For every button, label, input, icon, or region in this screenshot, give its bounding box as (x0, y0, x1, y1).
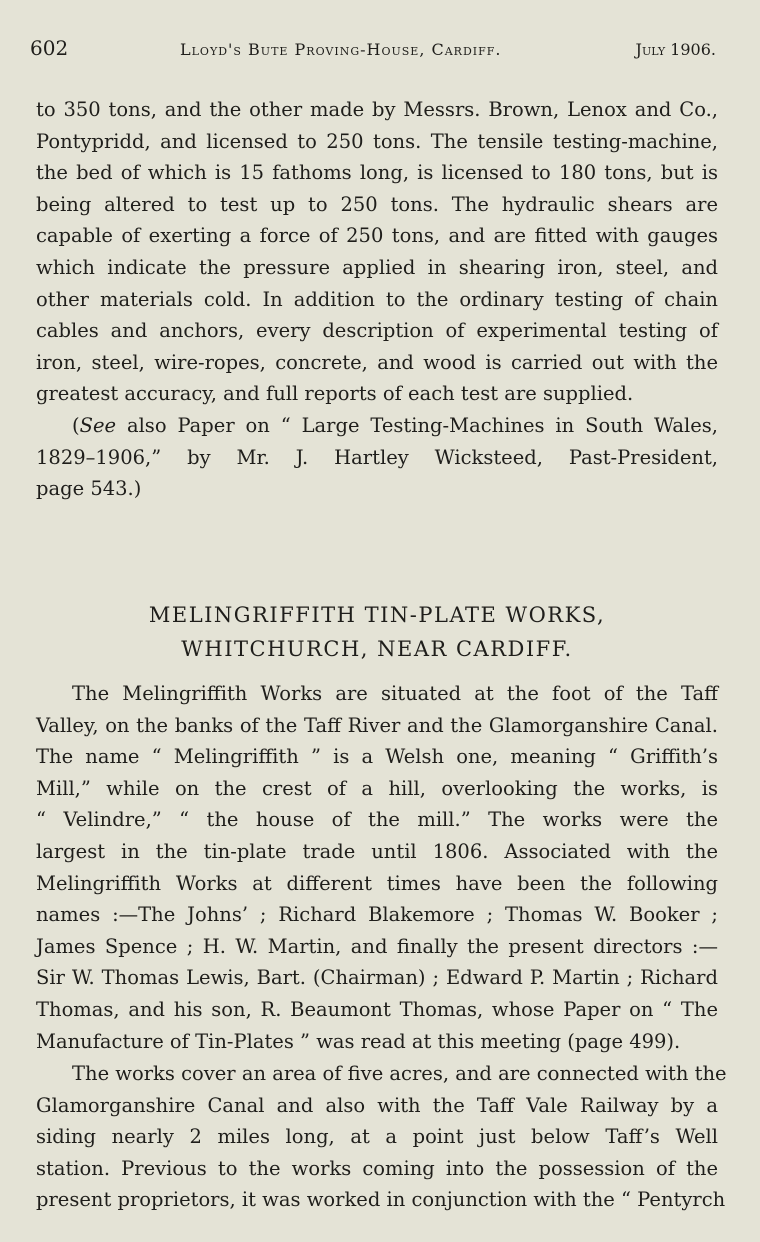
heading-line-2: WHITCHURCH, NEAR CARDIFF. (181, 637, 573, 661)
text-line: page 543.) (36, 477, 142, 501)
paragraph-testing-machines (36, 94, 718, 410)
text-line: “ Velindre,” “ the house of the mill.” The works were the (36, 808, 718, 832)
header-date: July 1906. (635, 40, 716, 59)
text-line: (See also Paper on “ Large Testing-Machines in South Wales, (72, 414, 718, 437)
paragraph-works-area (36, 1058, 727, 1216)
text-line: Valley, on the banks of the Taff River and the Glamorganshire Canal. (36, 713, 718, 737)
see-also-note (36, 410, 718, 505)
text-line: James Spence ; H. W. Martin, and finally the present directors :— (36, 934, 718, 958)
text-line: Pontypridd, and licensed to 250 tons. The tensile testing-machine, (36, 129, 718, 153)
heading-line-1: MELINGRIFFITH TIN-PLATE WORKS, (148, 603, 606, 627)
text-line: Melingriffith Works at different times have been the following (36, 871, 718, 895)
see-also-text: also Paper on “ Large Testing-Machines in South Wales, (116, 414, 718, 437)
text-line: capable of exerting a force of 250 tons, and are fitted with gauges (36, 224, 718, 248)
text-line: to 350 tons, and the other made by Messrs. Brown, Lenox and Co., (36, 98, 718, 121)
text-line: The Melingriffith Works are situated at the foot of the Taff (72, 682, 718, 705)
text-line: cables and anchors, every description of experimental testing of (36, 319, 718, 343)
text-line: Thomas, and his son, R. Beaumont Thomas, whose Paper on “ The (36, 997, 718, 1021)
text-line: other materials cold. In addition to the ordinary testing of chain (36, 287, 718, 311)
page-number: 602 (30, 36, 69, 60)
text-line: largest in the tin-plate trade until 1806. Associated with the (36, 839, 718, 863)
paragraph-melingriffith (36, 678, 718, 1057)
text-line: Glamorganshire Canal and also with the Taff Vale Railway by a (36, 1093, 718, 1117)
text-line: Mill,” while on the crest of a hill, overlooking the works, is (36, 776, 718, 800)
text-line: station. Previous to the works coming into the possession of the (36, 1156, 718, 1180)
text-line: 1829–1906,” by Mr. J. Hartley Wicksteed, Past-President, (36, 445, 718, 469)
section-heading (36, 598, 718, 666)
text-line: which indicate the pressure applied in shearing iron, steel, and (36, 255, 718, 279)
text-line: Manufacture of Tin-Plates ” was read at this meeting (page 499). (36, 1029, 681, 1053)
see-italic: See (79, 414, 117, 437)
text-line: The name “ Melingriffith ” is a Welsh one, meaning “ Griffith’s (36, 745, 718, 769)
text-line: iron, steel, wire-ropes, concrete, and wood is carried out with the (36, 350, 718, 374)
page-header (30, 36, 716, 66)
text-line: the bed of which is 15 fathoms long, is licensed to 180 tons, but is (36, 161, 718, 185)
text-line: being altered to test up to 250 tons. The hydraulic shears are (36, 192, 718, 216)
text-line: present proprietors, it was worked in conjunction with the “ Pentyrch (36, 1188, 726, 1212)
running-title: Lloyd's Bute Proving-House, Cardiff. (180, 40, 502, 59)
text-line: names :—The Johns’ ; Richard Blakemore ; Thomas W. Booker ; (36, 903, 718, 927)
text-line: The works cover an area of five acres, and are connected with the (72, 1062, 727, 1085)
text-line: greatest accuracy, and full reports of each test are supplied. (36, 382, 634, 406)
text-line: Sir W. Thomas Lewis, Bart. (Chairman) ; Edward P. Martin ; Richard (36, 966, 718, 990)
text-line: siding nearly 2 miles long, at a point just below Taff’s Well (36, 1125, 718, 1149)
